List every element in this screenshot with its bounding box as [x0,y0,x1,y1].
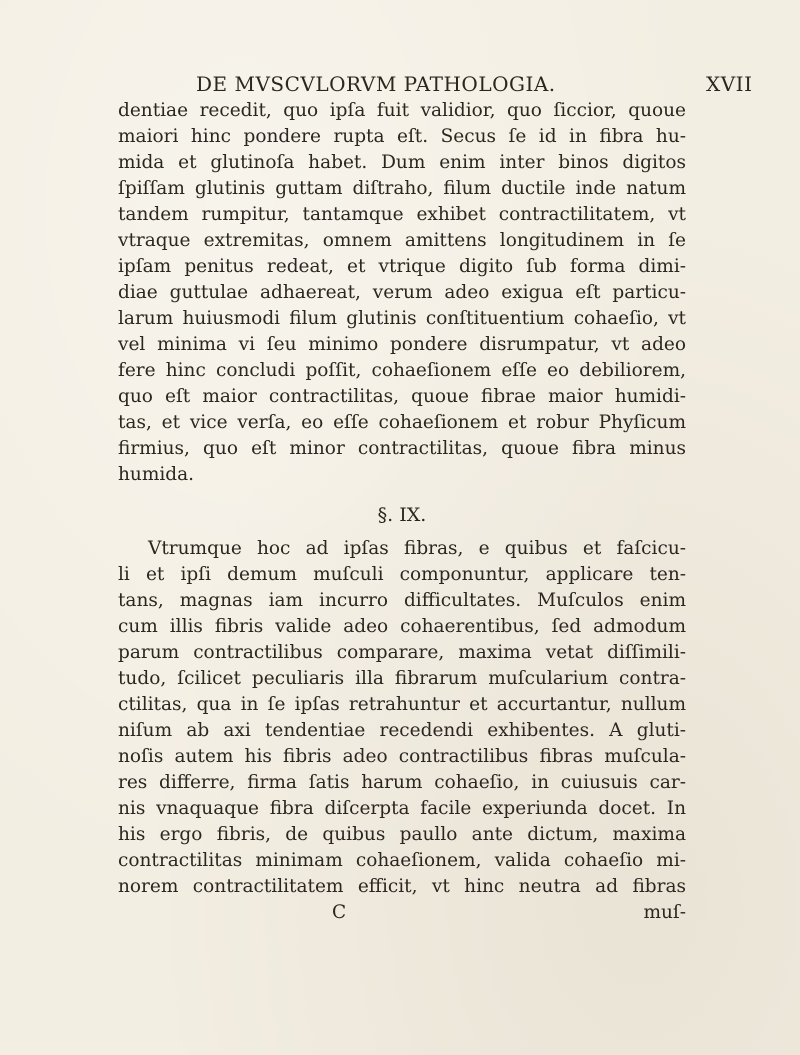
signature-mark: C [332,902,347,923]
text-line: noſis autem his fibris adeo contractilibus fibras muſcula- [118,746,686,767]
text-line: maiori hinc pondere rupta eſt. Secus ſe id in fibra hu- [118,126,686,147]
paragraph-1 [118,98,686,488]
text-line: tandem rumpitur, tantamque exhibet contractilitatem, vt [118,204,686,225]
text-line: ctilitas, qua in ſe ipſas retrahuntur et accurtantur, nullum [118,694,686,715]
text-line: norem contractilitatem efficit, vt hinc neutra ad fibras [118,876,686,897]
text-line: contractilitas minimam cohaeſionem, valida cohaeſio mi- [118,850,686,871]
text-line: parum contractilibus comparare, maxima vetat diſſimili- [118,642,686,663]
text-line: firmius, quo eſt minor contractilitas, quoue fibra minus [118,438,686,459]
folio-number: XVII [706,72,753,96]
text-line: vtraque extremitas, omnem amittens longitudinem in ſe [118,230,686,251]
text-line: mida et glutinoſa habet. Dum enim inter binos digitos [118,152,686,173]
paragraph-2 [118,536,686,900]
text-line: his ergo fibris, de quibus paullo ante dictum, maxima [118,824,686,845]
text-line: humida. [118,464,195,485]
catchword: muſ- [643,902,686,923]
running-title: DE MVSCVLORVM PATHOLOGIA. [196,72,556,96]
text-line: ipſam penitus redeat, et vtrique digito ſub forma dimi- [118,256,686,277]
text-line: Vtrumque hoc ad ipſas fibras, e quibus et faſcicu- [148,538,686,559]
body-text [118,98,686,926]
text-line: ſpiſſam glutinis guttam diſtraho, filum ductile inde natum [118,178,686,199]
text-line: quo eſt maior contractilitas, quoue fibrae maior humidi- [118,386,686,407]
text-line: res differre, firma ſatis harum cohaeſio, in cuiusuis car- [118,772,686,793]
text-line: vel minima vi ſeu minimo pondere disrumpatur, vt adeo [118,334,686,355]
text-line: tans, magnas iam incurro difficultates. Muſculos enim [118,590,686,611]
text-line: dentiae recedit, quo ipſa fuit validior, quo ſiccior, quoue [118,100,686,121]
text-line: tudo, ſcilicet peculiaris illa fibrarum muſcularium contra- [118,668,686,689]
text-line: li et ipſi demum muſculi componuntur, applicare ten- [118,564,686,585]
text-line: diae guttulae adhaereat, verum adeo exigua eſt particu- [118,282,686,303]
text-line: larum huiusmodi filum glutinis conſtituentium cohaeſio, vt [118,308,686,329]
text-line: tas, et vice verſa, eo eſſe cohaeſionem et robur Phyſicum [118,412,686,433]
text-line: cum illis fibris valide adeo cohaerentibus, ſed admodum [118,616,686,637]
text-line: niſum ab axi tendentiae recedendi exhibentes. A gluti- [118,720,686,741]
section-heading: §. IX. [377,504,427,526]
page-footer [118,900,686,926]
text-line: fere hinc concludi poſſit, cohaeſionem eſſe eo debiliorem, [118,360,686,381]
text-line: nis vnaquaque fibra diſcerpta facile experiunda docet. In [118,798,686,819]
